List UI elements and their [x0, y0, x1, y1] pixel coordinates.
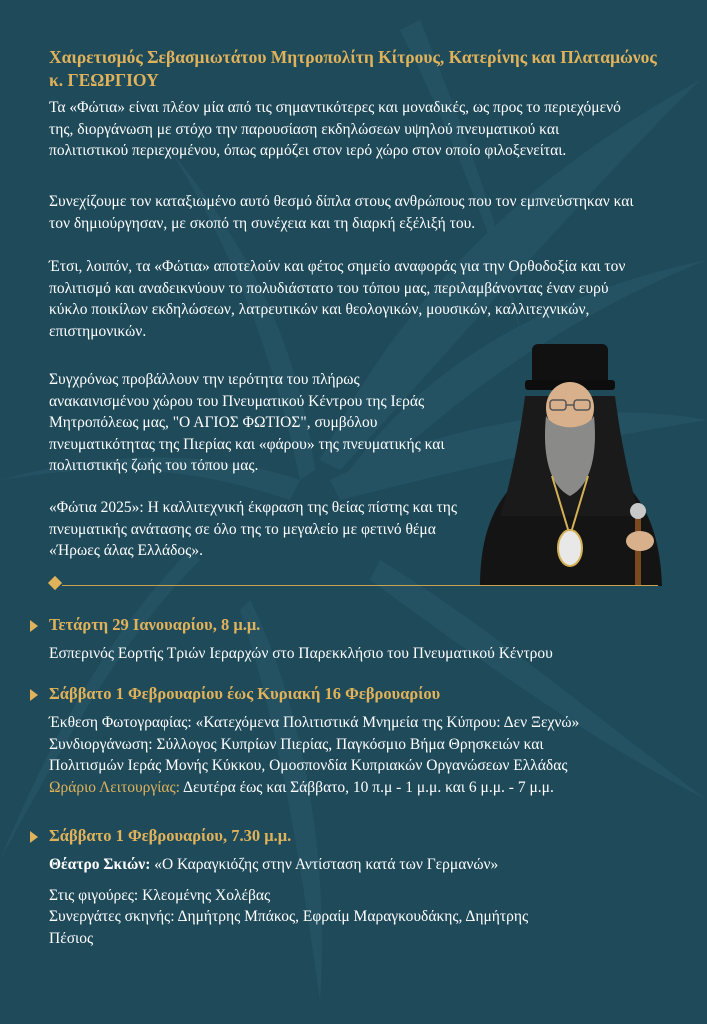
event-3-line-1: Στις φιγούρες: Κλεομένης Χολέβας [49, 886, 271, 904]
greeting-paragraph-3: Έτσι, λοιπόν, τα «Φώτια» αποτελούν και φέτος σημείο αναφοράς για την Ορθοδοξία και τον πολιτισμό και αναδεικνύουν το πολυδιάστατο του τόπου μας, περιλαμβάνοντας έναν ευρύ κύκλο ποικίλων εκδηλώσεων, λατρευτικών και θεολογικών, μουσικών, καλλιτεχνικών, επιστημονικών. [49, 258, 626, 340]
event-3-line-3: Πέσιος [49, 929, 94, 947]
event-2-line-2: Συνδιοργάνωση: Σύλλογος Κυπρίων Πιερίας, Παγκόσμιο Βήμα Θρησκειών και [49, 735, 544, 753]
event-2-heading: Σάββατο 1 Φεβρουαρίου έως Κυριακή 16 Φεβρουαρίου [49, 684, 441, 703]
event-3-title-line [49, 854, 694, 876]
event-3-line-2: Συνεργάτες σκηνής: Δημήτρης Μπάκος, Εφραίμ Μαραγκουδάκης, Δημήτρης [49, 908, 529, 925]
triangle-arrow-icon [30, 620, 38, 632]
greeting-paragraph-2: Συνεχίζουμε τον καταξιωμένο αυτό θεσμό δίπλα στους ανθρώπους που τον εμπνεύστηκαν και τον δημιούργησαν, με σκοπό τη συνέχεια και τη διαρκή εξέλιξή του. [49, 193, 634, 232]
greeting-title: Χαιρετισμός Σεβασμιωτάτου Μητροπολίτη Κίτρους, Κατερίνης και Πλαταμώνος κ. ΓΕΩΡΓΙΟΥ [49, 47, 657, 90]
event-2-line-3: Πολιτισμών Ιεράς Μονής Κύκκου, Ομοσπονδία Κυπριακών Οργανώσεων Ελλάδας [49, 757, 568, 774]
greeting-paragraph-5: «Φώτια 2025»: Η καλλιτεχνική έκφραση της θείας πίστης και της πνευματικής ανάτασης σε όλο της το μεγαλείο με φετινό θέμα «Ήρωες άλας Ελλάδος». [49, 499, 457, 559]
event-1-heading: Τετάρτη 29 Ιανουαρίου, 8 μ.μ. [49, 615, 261, 634]
metropolitan-portrait [470, 336, 670, 586]
greeting-paragraph-4: Συγχρόνως προβάλλουν την ιερότητα του πλήρως ανακαινισμένου χώρου του Πνευματικού Κέντρου της Ιεράς Μητροπόλεως μας, "Ο ΑΓΙΟΣ ΦΩΤΙΟΣ", συμβόλου πνευματικότητας της Πιερίας και «φάρου» της πνευματικής και πολιτιστικής ζωής του τόπου μας. [49, 371, 445, 474]
triangle-arrow-icon [30, 831, 38, 843]
event-3-title-label: Θέατρο Σκιών: [49, 856, 151, 873]
event-2-hours [49, 777, 694, 799]
event-3-description [49, 854, 694, 949]
event-2-hours-label: Ωράριο Λειτουργίας: [49, 778, 180, 796]
event-3-title-value: «Ο Καραγκιόζης στην Αντίσταση κατά των Γερμανών» [150, 856, 499, 873]
event-3-heading: Σάββατο 1 Φεβρουαρίου, 7.30 μ.μ. [49, 826, 292, 845]
section-divider [62, 585, 658, 586]
event-2-line-1: Έκθεση Φωτογραφίας: «Κατεχόμενα Πολιτιστικά Μνημεία της Κύπρου: Δεν Ξεχνώ» [49, 714, 580, 731]
diamond-icon [48, 576, 62, 590]
greeting-paragraph-1: Τα «Φώτια» είναι πλέον μία από τις σημαντικότερες και μοναδικές, ως προς το περιεχόμενό της, διοργάνωση με στόχο την παρουσίαση εκδηλώσεων υψηλού πνευματικού και πολιτιστικού περιεχομένου, όπως αρμόζει στον ιερό χώρο στον οποίο φιλοξενείται. [49, 99, 621, 159]
event-1-description [49, 643, 694, 665]
event-2-hours-value: Δευτέρα έως και Σάββατο, 10 π.μ - 1 μ.μ. και 6 μ.μ. - 7 μ.μ. [179, 778, 554, 796]
event-1-line-1: Εσπερινός Εορτής Τριών Ιεραρχών στο Παρεκκλήσιο του Πνευματικού Κέντρου [49, 645, 553, 662]
event-2-description [49, 712, 694, 798]
triangle-arrow-icon [30, 689, 38, 701]
